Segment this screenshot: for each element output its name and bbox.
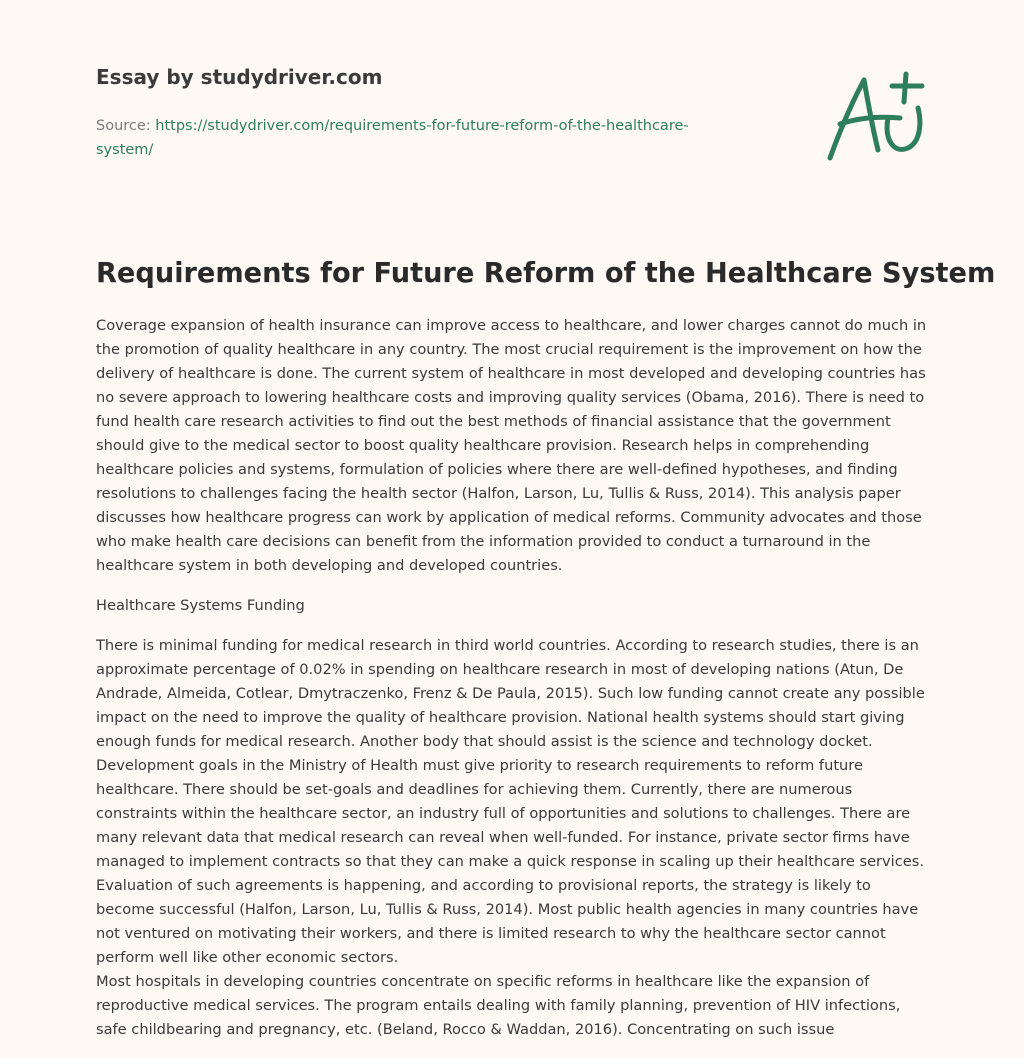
source-line: [96, 114, 736, 162]
site-title: Essay by studydriver.com: [96, 65, 383, 89]
a-plus-logo-icon: [822, 66, 930, 166]
source-label: Source:: [96, 118, 151, 134]
section-heading: Healthcare Systems Funding: [96, 597, 305, 614]
source-link[interactable]: https://studydriver.com/requirements-for-future-reform-of-the-healthcare-system/: [96, 118, 689, 158]
essay-body: [96, 314, 928, 1058]
essay-header: [96, 62, 736, 162]
essay-paragraph: There is minimal funding for medical research in third world countries. According to research studies, there is an approximate percentage of 0.02% in spending on healthcare research in most of developing nations (Atun, De Andrade, Almeida, Cotlear, Dmytraczenko, Frenz & De Paula, 2015). Such low funding cannot create any possible impact on the need to improve the quality of healthcare provision. National health systems should start giving enough funds for medical research. Another body that should assist is the science and technology docket. Development goals in the Ministry of Health must give priority to research requirements to reform future healthcare. There should be set-goals and deadlines for achieving them. Currently, there are numerous constraints within the healthcare sector, an industry full of opportunities and solutions to challenges. There are many relevant data that medical research can reveal when well-funded. For instance, private sector firms have managed to implement contracts so that they can make a quick response in scaling up their healthcare services. Evaluation of such agreements is happening, and according to provisional reports, the strategy is likely to become successful (Halfon, Larson, Lu, Tullis & Russ, 2014). Most public health agencies in many countries have not ventured on motivating their workers, and there is limited research to why the healthcare sector cannot perform well like other economic sectors.: [96, 637, 925, 966]
essay-paragraph: Coverage expansion of health insurance can improve access to healthcare, and lower charges cannot do much in the promotion of quality healthcare in any country. The most crucial requirement is the improvement on how the delivery of healthcare is done. The current system of healthcare in most developed and developing countries has no severe approach to lowering healthcare costs and improving quality services (Obama, 2016). There is need to fund health care research activities to find out the best methods of financial assistance that the government should give to the medical sector to boost quality healthcare provision. Research helps in comprehending healthcare policies and systems, formulation of policies where there are well-defined hypotheses, and finding resolutions to challenges facing the health sector (Halfon, Larson, Lu, Tullis & Russ, 2014). This analysis paper discusses how healthcare progress can work by application of medical reforms. Community advocates and those who make health care decisions can benefit from the information provided to conduct a turnaround in the healthcare system in both developing and developed countries.: [96, 317, 927, 574]
essay-title: Requirements for Future Reform of the Healthcare System: [96, 258, 996, 289]
essay-paragraph: Most hospitals in developing countries concentrate on specific reforms in healthcare like the expansion of reproductive medical services. The program entails dealing with family planning, prevention of HIV infections, safe childbearing and pregnancy, etc. (Beland, Rocco & Waddan, 2016). Concentrating on such issue: [96, 973, 901, 1038]
